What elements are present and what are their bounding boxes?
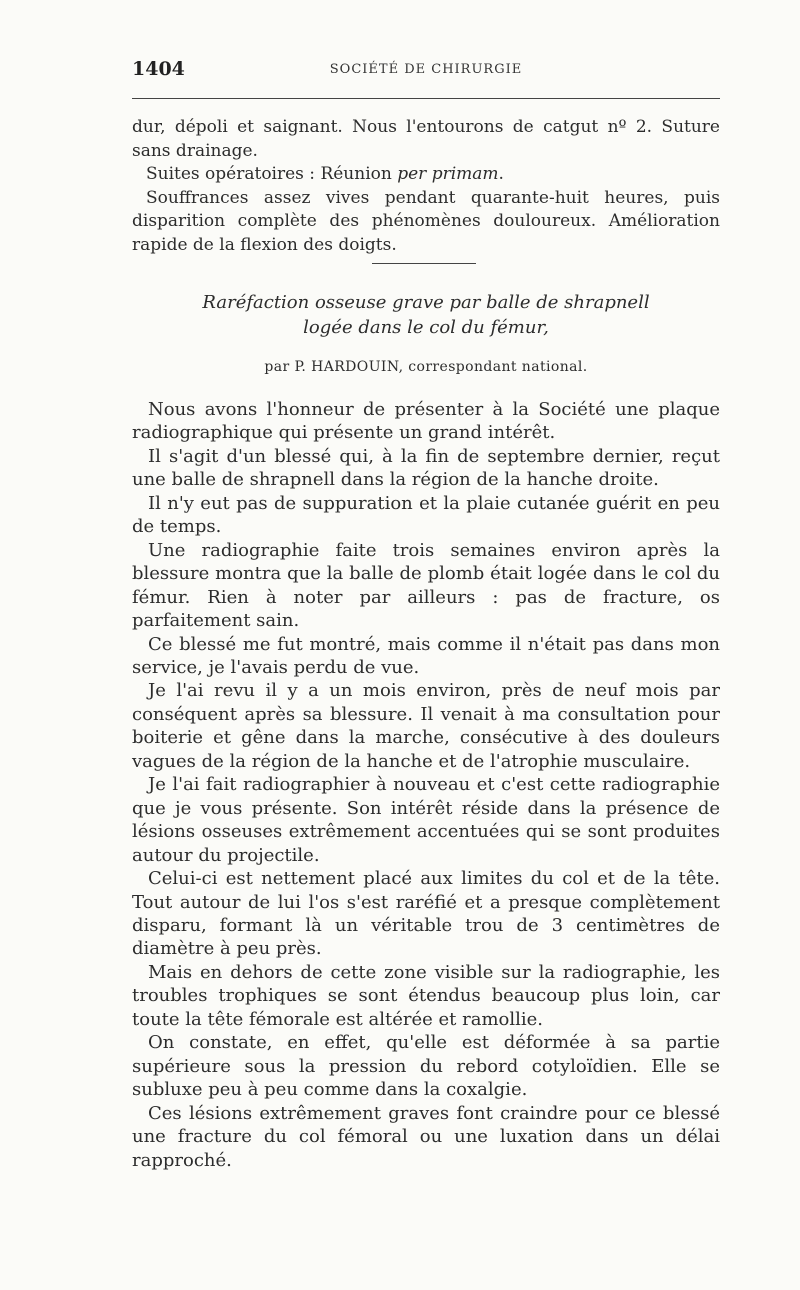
- paragraph: Je l'ai revu il y a un mois environ, près de neuf mois par conséquent après sa blessure. Il venait à ma consultation pour boiterie et gêne dans la marche, consécutive à des douleurs vagues de la région de la hanche et de l'atrophie musculaire.: [132, 680, 720, 772]
- paragraph: Ce blessé me fut montré, mais comme il n'était pas dans mon service, je l'avais perdu de vue.: [132, 633, 720, 678]
- paragraph: Je l'ai fait radiographier à nouveau et c'est cette radiographie que je vous présente. Son intérêt réside dans la présence de lésions osseuses extrêmement accentuées qui se sont produites autour du projectile.: [132, 774, 720, 866]
- article-body: [132, 398, 720, 1172]
- paragraph: Ces lésions extrêmement graves font craindre pour ce blessé une fracture du col fémoral ou une luxation dans un délai rapproché.: [132, 1102, 720, 1171]
- article-title-line: logée dans le col du fémur,: [303, 317, 549, 338]
- article-title-line: Raréfaction osseuse grave par balle de shrapnell: [202, 292, 650, 313]
- article-title: [132, 290, 720, 340]
- paragraph: Mais en dehors de cette zone visible sur la radiographie, les troubles trophiques se sont étendus beaucoup plus loin, car toute la tête fémorale est altérée et ramollie.: [132, 961, 720, 1030]
- article-byline: par P. HARDOUIN, correspondant national.: [264, 359, 588, 375]
- paragraph: Souffrances assez vives pendant quarante-huit heures, puis disparition complète des phénomènes douloureux. Amélioration rapide de la flexion des doigts.: [132, 187, 720, 255]
- paragraph: Suites opératoires : Réunion per primam.: [146, 164, 504, 184]
- page-header: [132, 58, 720, 84]
- paragraph: Il n'y eut pas de suppuration et la plaie cutanée guérit en peu de temps.: [132, 492, 720, 538]
- paragraph: Il s'agit d'un blessé qui, à la fin de septembre dernier, reçut une balle de shrapnell dans la région de la hanche droite.: [132, 445, 720, 491]
- paragraph: Celui-ci est nettement placé aux limites du col et de la tête. Tout autour de lui l'os s'est raréfié et a presque complètement disparu, formant là un véritable trou de 3 centimètres de diamètre à peu près.: [132, 868, 720, 960]
- paragraph: Nous avons l'honneur de présenter à la Société une plaque radiographique qui présente un grand intérêt.: [132, 399, 720, 444]
- paragraph: On constate, en effet, qu'elle est déformée à sa partie supérieure sous la pression du rebord cotyloïdien. Elle se subluxe peu à peu comme dans la coxalgie.: [132, 1032, 720, 1101]
- paragraph: Une radiographie faite trois semaines environ après la blessure montra que la balle de plomb était logée dans le col du fémur. Rien à noter par ailleurs : pas de fracture, os parfaitement sain.: [132, 539, 720, 632]
- previous-case-text: [132, 116, 720, 257]
- paragraph: dur, dépoli et saignant. Nous l'entourons de catgut nº 2. Suture sans drainage.: [132, 117, 720, 161]
- page-number: 1404: [132, 58, 185, 80]
- section-separator: [372, 263, 476, 264]
- running-title: SOCIÉTÉ DE CHIRURGIE: [329, 62, 523, 77]
- header-rule: [132, 98, 720, 99]
